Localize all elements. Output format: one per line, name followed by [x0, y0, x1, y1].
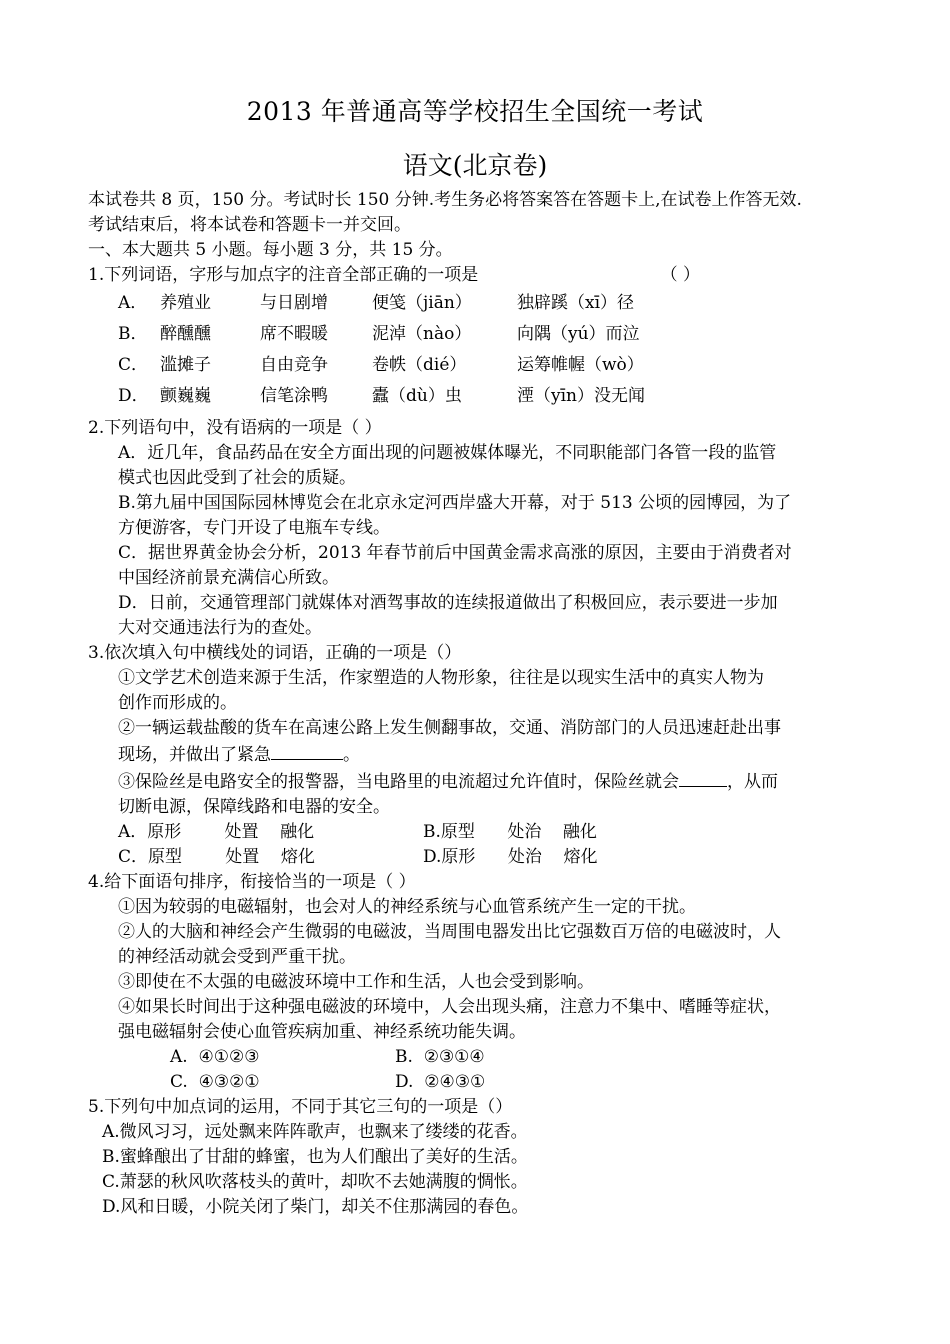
q1-opt-b-w3: 泥淖（nào）	[372, 324, 472, 344]
q4-opt-a: A. ④①②③	[170, 1047, 260, 1067]
q3-opt-b: B.原型 处治 融化	[423, 822, 597, 842]
q1-opt-d-letter: D．	[118, 386, 149, 406]
q3-sentence2-line1: ②一辆运载盐酸的货车在高速公路上发生侧翻事故，交通、消防部门的人员迅速赶赴出事	[118, 718, 781, 738]
q3-sentence3-line1	[88, 768, 878, 795]
q4-opt-c: C. ④③②①	[170, 1072, 260, 1092]
q1-opt-b-w1: 醉醺醺	[160, 324, 211, 344]
exam-content	[88, 188, 878, 1220]
q1-opt-d-w3: 蠹（dù）虫	[372, 386, 462, 406]
q1-opt-d-w1: 颤巍巍	[160, 386, 211, 406]
q1-opt-c-w2: 自由竞争	[260, 355, 328, 375]
q1-opt-c-w4: 运筹帷幄（wò）	[517, 355, 644, 375]
q1-options	[88, 288, 878, 412]
q3-sentence2-pre: 现场，并做出了紧急	[118, 745, 271, 765]
q2-opt-b-line2: 方便游客，专门开设了电瓶车专线。	[118, 518, 390, 538]
q4-options-row2	[88, 1070, 878, 1095]
q4-options-row1	[88, 1045, 878, 1070]
q2-opt-d-line1: D．日前，交通管理部门就媒体对酒驾事故的连续报道做出了积极回应，表示要进一步加	[118, 593, 778, 613]
q3-sentence3-line2: 切断电源，保障线路和电器的安全。	[118, 797, 390, 817]
q2-opt-c-line2: 中国经济前景充满信心所致。	[118, 568, 339, 588]
q1-opt-b-w4: 向隅（yú）而泣	[517, 324, 640, 344]
q4-sentence3: ③即使在不太强的电磁波环境中工作和生活，人也会受到影响。	[118, 972, 594, 992]
q5-opt-a: A.微风习习，远处飘来阵阵歌声，也飘来了缕缕的花香。	[102, 1122, 528, 1142]
intro-line-1: 本试卷共 8 页，150 分。考试时长 150 分钟.考生务必将答案答在答题卡上,在试卷上作答无效.	[88, 190, 802, 210]
q1-opt-a-w4: 独辟蹊（xī）径	[517, 293, 635, 313]
q3-opt-c: C．原型 处置 熔化	[118, 847, 315, 867]
q1-opt-c-w3: 卷帙（dié）	[372, 355, 467, 375]
q3-options-row2	[88, 845, 878, 870]
q2-opt-a-line1: A．近几年，食品药品在安全方面出现的问题被媒体曝光，不同职能部门各管一段的监管	[118, 443, 777, 463]
q1-answer-paren: （ ）	[660, 265, 700, 285]
q1-opt-a-w1: 养殖业	[160, 293, 211, 313]
q3-stem: 3.依次填入句中横线处的词语，正确的一项是（）	[88, 643, 462, 663]
exam-subtitle: 语文(北京卷)	[402, 151, 548, 180]
q1-stem: 1.下列词语，字形与加点字的注音全部正确的一项是	[88, 265, 479, 285]
q3-sentence2-post: 。	[343, 745, 360, 765]
section-heading: 一、本大题共 5 小题。每小题 3 分，共 15 分。	[88, 240, 453, 260]
q3-sentence3-post: ，从而	[727, 772, 778, 792]
q1-opt-d-w4: 湮（yīn）没无闻	[517, 386, 645, 406]
q2-opt-d-line2: 大对交通违法行为的查处。	[118, 618, 322, 638]
q2-stem: 2.下列语句中，没有语病的一项是（ ）	[88, 418, 382, 438]
q4-opt-b: B. ②③①④	[395, 1047, 485, 1067]
q1-opt-d-w2: 信笔涂鸭	[260, 386, 328, 406]
q4-sentence4-line2: 强电磁辐射会使心血管疾病加重、神经系统功能失调。	[118, 1022, 526, 1042]
q3-sentence3-pre: ③保险丝是电路安全的报警器，当电路里的电流超过允许值时，保险丝就会	[118, 772, 679, 792]
q4-sentence4-line1: ④如果长时间出于这种强电磁波的环境中，人会出现头痛，注意力不集中、嗜睡等症状，	[118, 997, 781, 1017]
q4-sentence2-line2: 的神经活动就会受到严重干扰。	[118, 947, 356, 967]
q1-opt-b-w2: 席不暇暖	[260, 324, 328, 344]
q1-opt-a-w2: 与日剧增	[260, 293, 328, 313]
q1-stem-row	[88, 263, 700, 288]
q4-opt-d: D. ②④③①	[395, 1072, 486, 1092]
q4-sentence2-line1: ②人的大脑和神经会产生微弱的电磁波，当周围电器发出比它强数百万倍的电磁波时，人	[118, 922, 781, 942]
q5-stem: 5.下列句中加点词的运用，不同于其它三句的一项是（）	[88, 1097, 513, 1117]
q3-sentence1-line1: ①文学艺术创造来源于生活，作家塑造的人物形象，往往是以现实生活中的真实人物为	[118, 668, 764, 688]
q3-opt-d: D.原形 处治 熔化	[423, 847, 598, 867]
exam-title: 2013 年普通高等学校招生全国统一考试	[246, 97, 704, 126]
q3-sentence1-line2: 创作而形成的。	[118, 693, 237, 713]
q4-sentence1: ①因为较弱的电磁辐射，也会对人的神经系统与心血管系统产生一定的干扰。	[118, 897, 696, 917]
q2-opt-b-line1: B.第九届中国国际园林博览会在北京永定河西岸盛大开幕，对于 513 公顷的园博园，为了	[118, 493, 792, 513]
q5-opt-d: D.风和日暖，小院关闭了柴门，却关不住那满园的春色。	[102, 1197, 529, 1217]
q3-opt-a: A．原形 处置 融化	[118, 822, 315, 842]
q3-blank-3[interactable]	[679, 768, 727, 787]
q2-opt-c-line1: C．据世界黄金协会分析，2013 年春节前后中国黄金需求高涨的原因，主要由于消费者对	[118, 543, 792, 563]
q1-opt-b-letter: B．	[118, 324, 148, 344]
q3-blank-2[interactable]	[271, 741, 343, 760]
q1-opt-a-letter: A．	[118, 293, 148, 313]
q5-opt-b: B.蜜蜂酿出了甘甜的蜂蜜，也为人们酿出了美好的生活。	[102, 1147, 528, 1167]
q4-stem: 4.给下面语句排序，衔接恰当的一项是（ ）	[88, 872, 416, 892]
q1-opt-c-letter: C．	[118, 355, 149, 375]
q1-opt-c-w1: 滥摊子	[160, 355, 211, 375]
q2-opt-a-line2: 模式也因此受到了社会的质疑。	[118, 468, 356, 488]
q5-opt-c: C.萧瑟的秋风吹落枝头的黄叶，却吹不去她满腹的惆怅。	[102, 1172, 528, 1192]
q3-options-row1	[88, 820, 878, 845]
q3-sentence2-line2	[88, 741, 878, 768]
q1-opt-a-w3: 便笺（jiān）	[372, 293, 472, 313]
intro-line-2: 考试结束后，将本试卷和答题卡一并交回。	[88, 215, 411, 235]
